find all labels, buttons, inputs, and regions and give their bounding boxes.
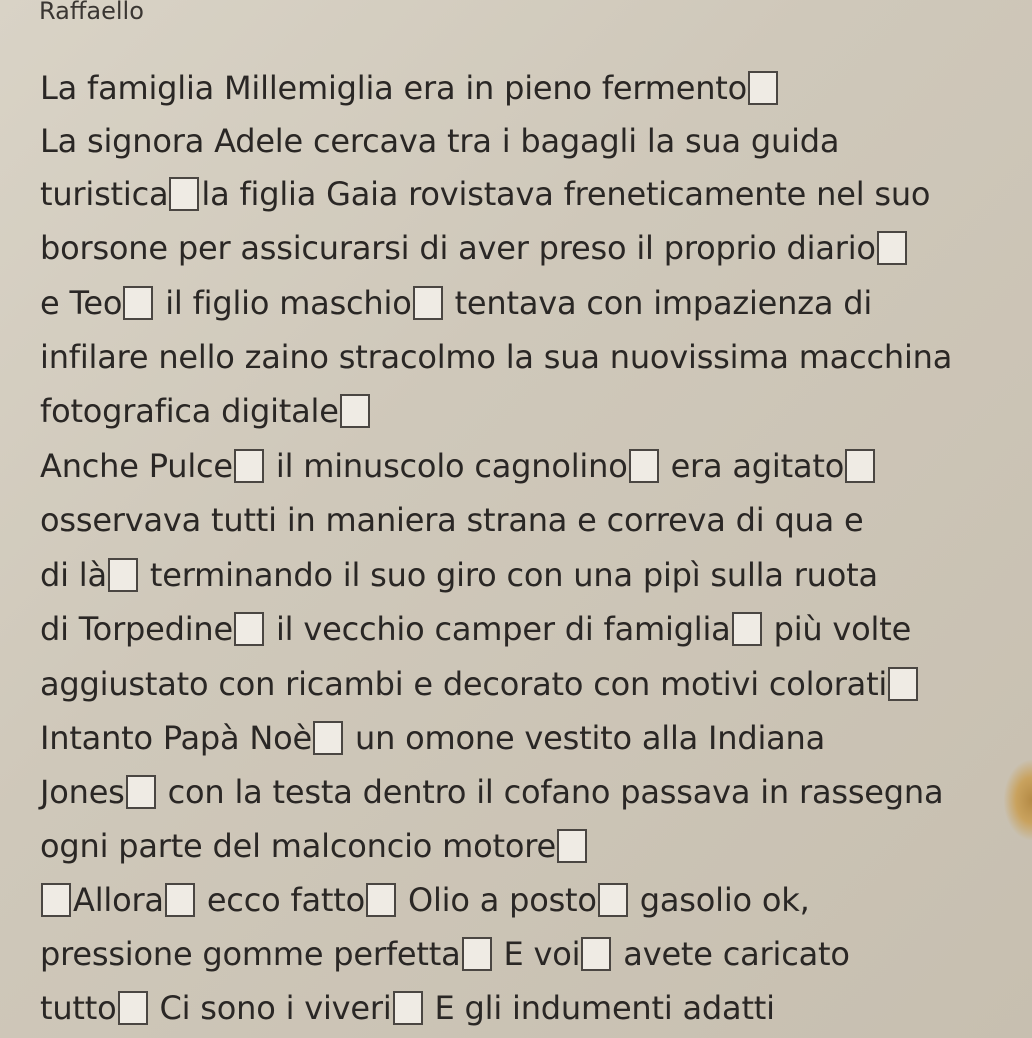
text-segment: più volte [773,610,912,648]
text-segment: un omone vestito alla Indiana [355,719,826,757]
text-segment: Ci sono i viveri [159,989,392,1027]
punctuation-blank[interactable] [123,286,153,320]
punctuation-blank[interactable] [748,71,778,105]
text-line-11 [40,609,911,649]
text-line-9 [40,500,864,540]
text-segment: e Teo [40,284,123,322]
text-segment: borsone per assicurarsi di aver preso il proprio diario [40,229,876,267]
text-segment: turistica [40,175,169,213]
text-line-4 [40,228,909,268]
punctuation-blank[interactable] [118,991,148,1025]
punctuation-blank[interactable] [234,449,264,483]
text-segment: Olio a posto [407,881,597,919]
text-segment: avete caricato [623,935,850,973]
text-line-1 [40,68,780,108]
text-line-7 [40,391,372,431]
punctuation-blank[interactable] [732,612,762,646]
punctuation-blank[interactable] [108,558,138,592]
text-line-18 [40,988,775,1028]
punctuation-blank[interactable] [462,937,492,971]
punctuation-blank[interactable] [845,449,875,483]
punctuation-blank[interactable] [366,883,396,917]
text-segment: la figlia Gaia rovistava freneticamente nel suo [201,175,931,213]
page-edge-shadow [1004,760,1032,840]
punctuation-blank[interactable] [313,721,343,755]
author-header: Raffaello [39,0,144,25]
text-segment: pressione gomme perfetta [40,935,461,973]
text-line-3 [40,174,930,214]
text-segment: di Torpedine [40,610,233,648]
text-segment: tentava con impazienza di [454,284,873,322]
text-segment: Anche Pulce [40,447,233,485]
punctuation-blank[interactable] [598,883,628,917]
text-segment: osservava tutti in maniera strana e correva di qua e [40,501,864,539]
text-line-2 [40,121,839,161]
text-line-15 [40,826,589,866]
text-line-6 [40,337,952,377]
text-segment: Jones [40,773,125,811]
punctuation-blank[interactable] [581,937,611,971]
text-segment: il vecchio camper di famiglia [275,610,731,648]
text-line-17 [40,934,850,974]
punctuation-blank[interactable] [413,286,443,320]
punctuation-blank[interactable] [888,667,918,701]
text-segment: il figlio maschio [165,284,412,322]
text-segment: fotografica digitale [40,392,339,430]
punctuation-blank[interactable] [165,883,195,917]
punctuation-blank[interactable] [629,449,659,483]
punctuation-blank[interactable] [557,829,587,863]
text-segment: E gli indumenti adatti [434,989,775,1027]
text-segment: E voi [503,935,581,973]
text-line-14 [40,772,943,812]
punctuation-blank[interactable] [41,883,71,917]
punctuation-blank[interactable] [877,231,907,265]
punctuation-blank[interactable] [169,177,199,211]
punctuation-blank[interactable] [393,991,423,1025]
punctuation-blank[interactable] [234,612,264,646]
text-segment: ogni parte del malconcio motore [40,827,556,865]
text-line-8 [40,446,877,486]
text-line-16 [40,880,810,920]
text-segment: Allora [73,881,164,919]
punctuation-blank[interactable] [340,394,370,428]
text-segment: il minuscolo cagnolino [275,447,628,485]
text-segment: ecco fatto [206,881,365,919]
text-segment: tutto [40,989,117,1027]
text-segment: terminando il suo giro con una pipì sulla ruota [149,556,878,594]
text-segment: aggiustato con ricambi e decorato con motivi colorati [40,665,888,703]
text-segment: di là [40,556,107,594]
text-line-12 [40,664,920,704]
text-segment: gasolio ok, [639,881,810,919]
text-line-10 [40,555,878,595]
punctuation-blank[interactable] [126,775,156,809]
text-segment: Intanto Papà Noè [40,719,313,757]
text-line-5 [40,283,872,323]
text-segment: con la testa dentro il cofano passava in rassegna [167,773,944,811]
text-segment: La signora Adele cercava tra i bagagli la sua guida [40,122,840,160]
text-line-13 [40,718,825,758]
text-segment: infilare nello zaino stracolmo la sua nuovissima macchina [40,338,953,376]
text-segment: La famiglia Millemiglia era in pieno fermento [40,69,748,107]
text-segment: era agitato [670,447,845,485]
